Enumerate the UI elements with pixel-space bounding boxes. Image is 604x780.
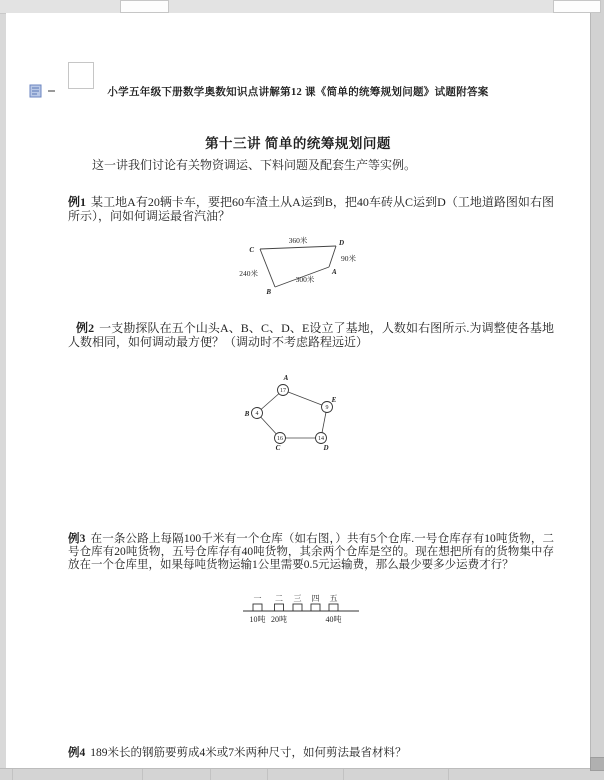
example1-paragraph <box>68 196 554 223</box>
svg-text:14: 14 <box>318 436 324 442</box>
example3-warehouse-diagram <box>240 592 365 633</box>
svg-text:40吨: 40吨 <box>325 615 342 624</box>
svg-text:9: 9 <box>325 405 329 411</box>
lecture-title: 第十三讲 简单的统筹规划问题 <box>205 136 391 151</box>
svg-text:A: A <box>332 268 337 276</box>
svg-text:C: C <box>249 246 254 254</box>
example4-text: 189米长的钢筋要剪成4米或7米两种尺寸，如何剪法最省材料？ <box>90 747 407 759</box>
svg-text:20吨: 20吨 <box>271 615 287 624</box>
svg-text:五: 五 <box>329 594 338 603</box>
svg-text:10吨: 10吨 <box>249 615 266 624</box>
example2-label: 例2 <box>76 321 95 335</box>
ghost-field-top-right <box>553 0 601 13</box>
next-page-table-sliver <box>0 768 604 780</box>
svg-text:90米: 90米 <box>341 254 356 263</box>
svg-text:E: E <box>331 396 337 404</box>
svg-text:D: D <box>323 444 329 452</box>
svg-text:三: 三 <box>293 594 302 603</box>
example3-label: 例3 <box>68 533 86 545</box>
scroll-grip[interactable] <box>590 757 604 771</box>
svg-text:A: A <box>283 374 289 382</box>
ghost-field-top-left <box>120 0 169 13</box>
example1-text: 某工地A有20辆卡车，要把60车渣土从A运到B，把40车砖从C运到D（工地道路图如右图所示），问如何调运最省汽油？ <box>68 195 554 223</box>
document-header-title: 小学五年级下册数学奥数知识点讲解第12 课《简单的统筹规划问题》试题附答案 <box>107 87 489 98</box>
right-margin-strip <box>591 0 604 780</box>
svg-text:四: 四 <box>311 594 320 603</box>
example4-paragraph <box>68 747 554 761</box>
example2-paragraph <box>68 322 554 349</box>
svg-text:一: 一 <box>253 594 262 603</box>
example3-paragraph <box>68 533 554 572</box>
svg-text:B: B <box>244 410 250 418</box>
example2-basecamp-diagram <box>230 370 350 465</box>
svg-text:二: 二 <box>275 594 283 603</box>
svg-text:C: C <box>275 444 281 452</box>
example4-label: 例4 <box>68 747 86 759</box>
svg-text:16: 16 <box>277 436 283 442</box>
svg-text:17: 17 <box>280 388 286 394</box>
svg-text:300米: 300米 <box>295 275 315 284</box>
example1-route-diagram <box>220 233 410 310</box>
example1-label: 例1 <box>68 195 87 209</box>
example2-text: 一支勘探队在五个山头A、B、C、D、E设立了基地，人数如右图所示.为调整使各基地人数相同，如何调动最方便？（调动时不考虑路程远近） <box>68 321 554 349</box>
svg-text:D: D <box>339 239 345 247</box>
svg-text:4: 4 <box>255 411 259 417</box>
svg-text:360米: 360米 <box>288 236 308 245</box>
intro-paragraph: 这一讲我们讨论有关物资调运、下料问题及配套生产等实例。 <box>92 158 417 172</box>
example3-text: 在一条公路上每隔100千米有一个仓库（如右图，）共有5个仓库.一号仓库存有10吨货物，二号仓库有20吨货物，五号仓库存有40吨货物，其余两个仓库是空的。现在想把所有的货物集中存放在一个仓库里，如果每吨货物运输1公里需要0.5元运输费，那么最少要多少运费才行？ <box>68 533 555 571</box>
svg-text:240米: 240米 <box>239 269 258 278</box>
svg-text:B: B <box>266 288 271 296</box>
page-top-margin <box>0 0 604 14</box>
